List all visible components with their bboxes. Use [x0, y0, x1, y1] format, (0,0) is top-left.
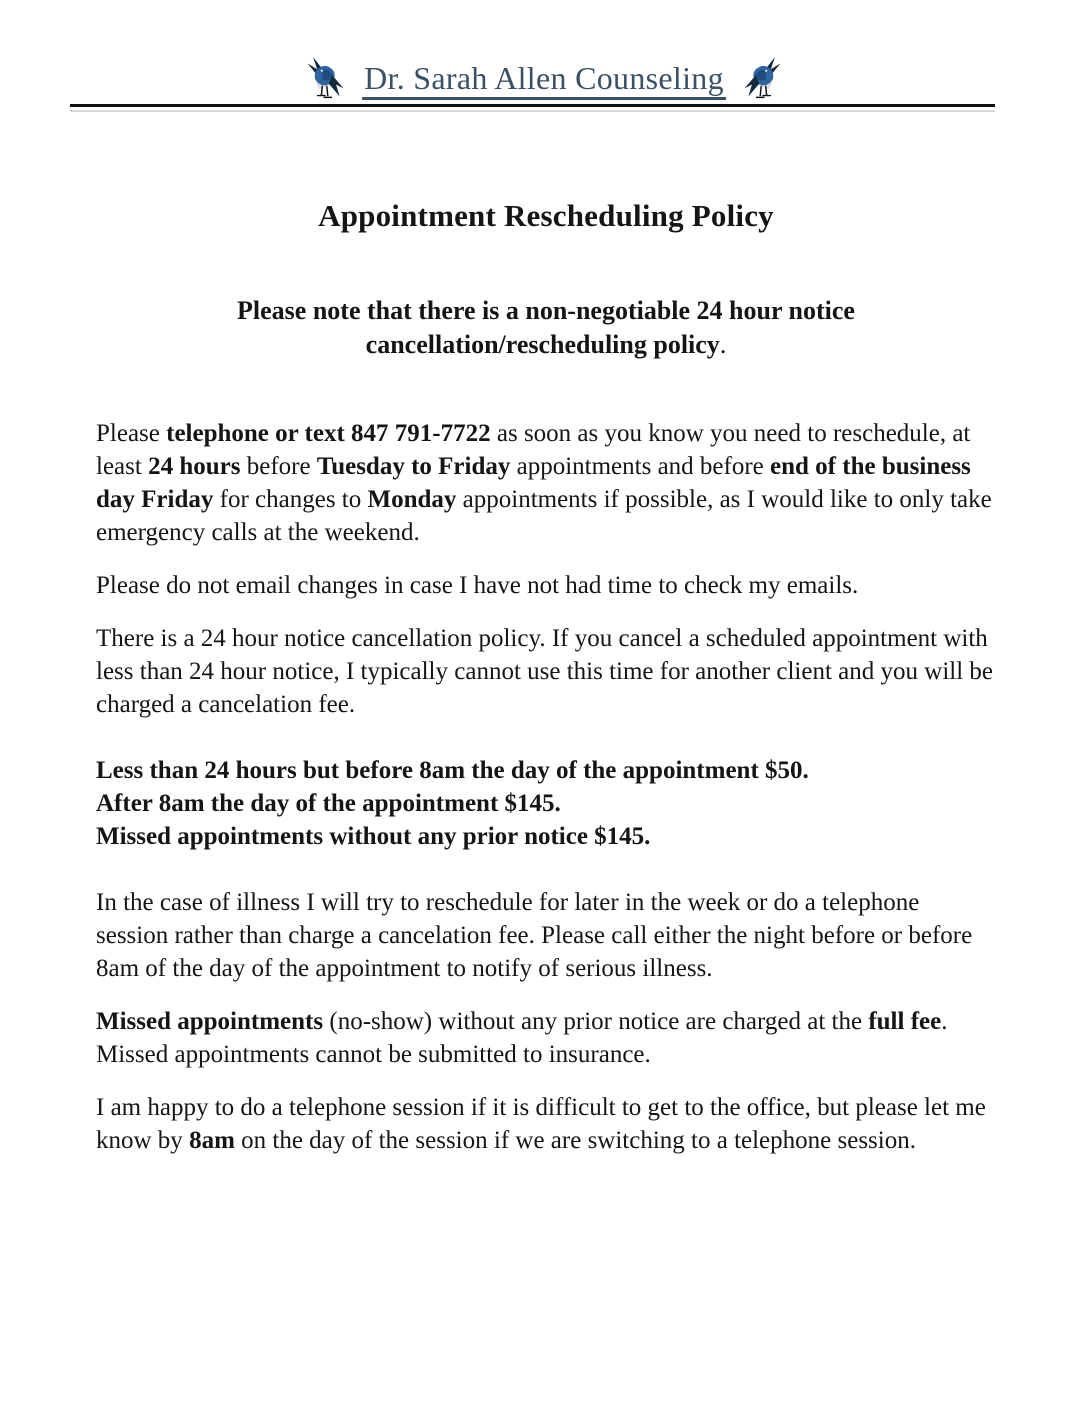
paragraph-fee-schedule: Less than 24 hours but before 8am the day of the appointment $50. After 8am the day of the appointment $145. Missed appointments without any prior notice $145. — [96, 757, 809, 850]
paragraph-no-show: Missed appointments (no-show) without any prior notice are charged at the full fee. Missed appointments cannot be submitted to insurance. — [96, 1008, 948, 1068]
paragraph-cancellation-policy: There is a 24 hour notice cancellation policy. If you cancel a scheduled appointment with less than 24 hour notice, I typically cannot use this time for another client and you will be charged a cancelation fee. — [96, 625, 993, 718]
letterhead — [0, 0, 1088, 108]
document-title: Appointment Rescheduling Policy — [318, 198, 774, 233]
paragraph-notice: Please note that there is a non-negotiable 24 hour notice cancellation/rescheduling policy. — [237, 296, 855, 359]
paragraph-telephone-session: I am happy to do a telephone session if it is difficult to get to the office, but please let me know by 8am on the day of the session if we are switching to a telephone session. — [96, 1094, 986, 1154]
paragraph-illness: In the case of illness I will try to reschedule for later in the week or do a telephone session rather than charge a cancelation fee. Please call either the night before or before 8am of the day of the appointment to notify of serious illness. — [96, 889, 973, 982]
header-rule-shadow — [70, 110, 995, 112]
brand-name: Dr. Sarah Allen Counseling — [362, 61, 726, 100]
bluebird-icon — [306, 56, 344, 102]
document-body — [0, 198, 1088, 1157]
bluebird-icon — [744, 56, 782, 102]
paragraph-contact: Please telephone or text 847 791-7722 as soon as you know you need to reschedule, at least 24 hours before Tuesday to Friday appointments and before end of the business day Friday for changes to Monday appointments if possible, as I would like to only take emergency calls at the weekend. — [96, 420, 992, 546]
paragraph-no-email: Please do not email changes in case I have not had time to check my emails. — [96, 572, 859, 599]
header-rule — [70, 104, 995, 107]
